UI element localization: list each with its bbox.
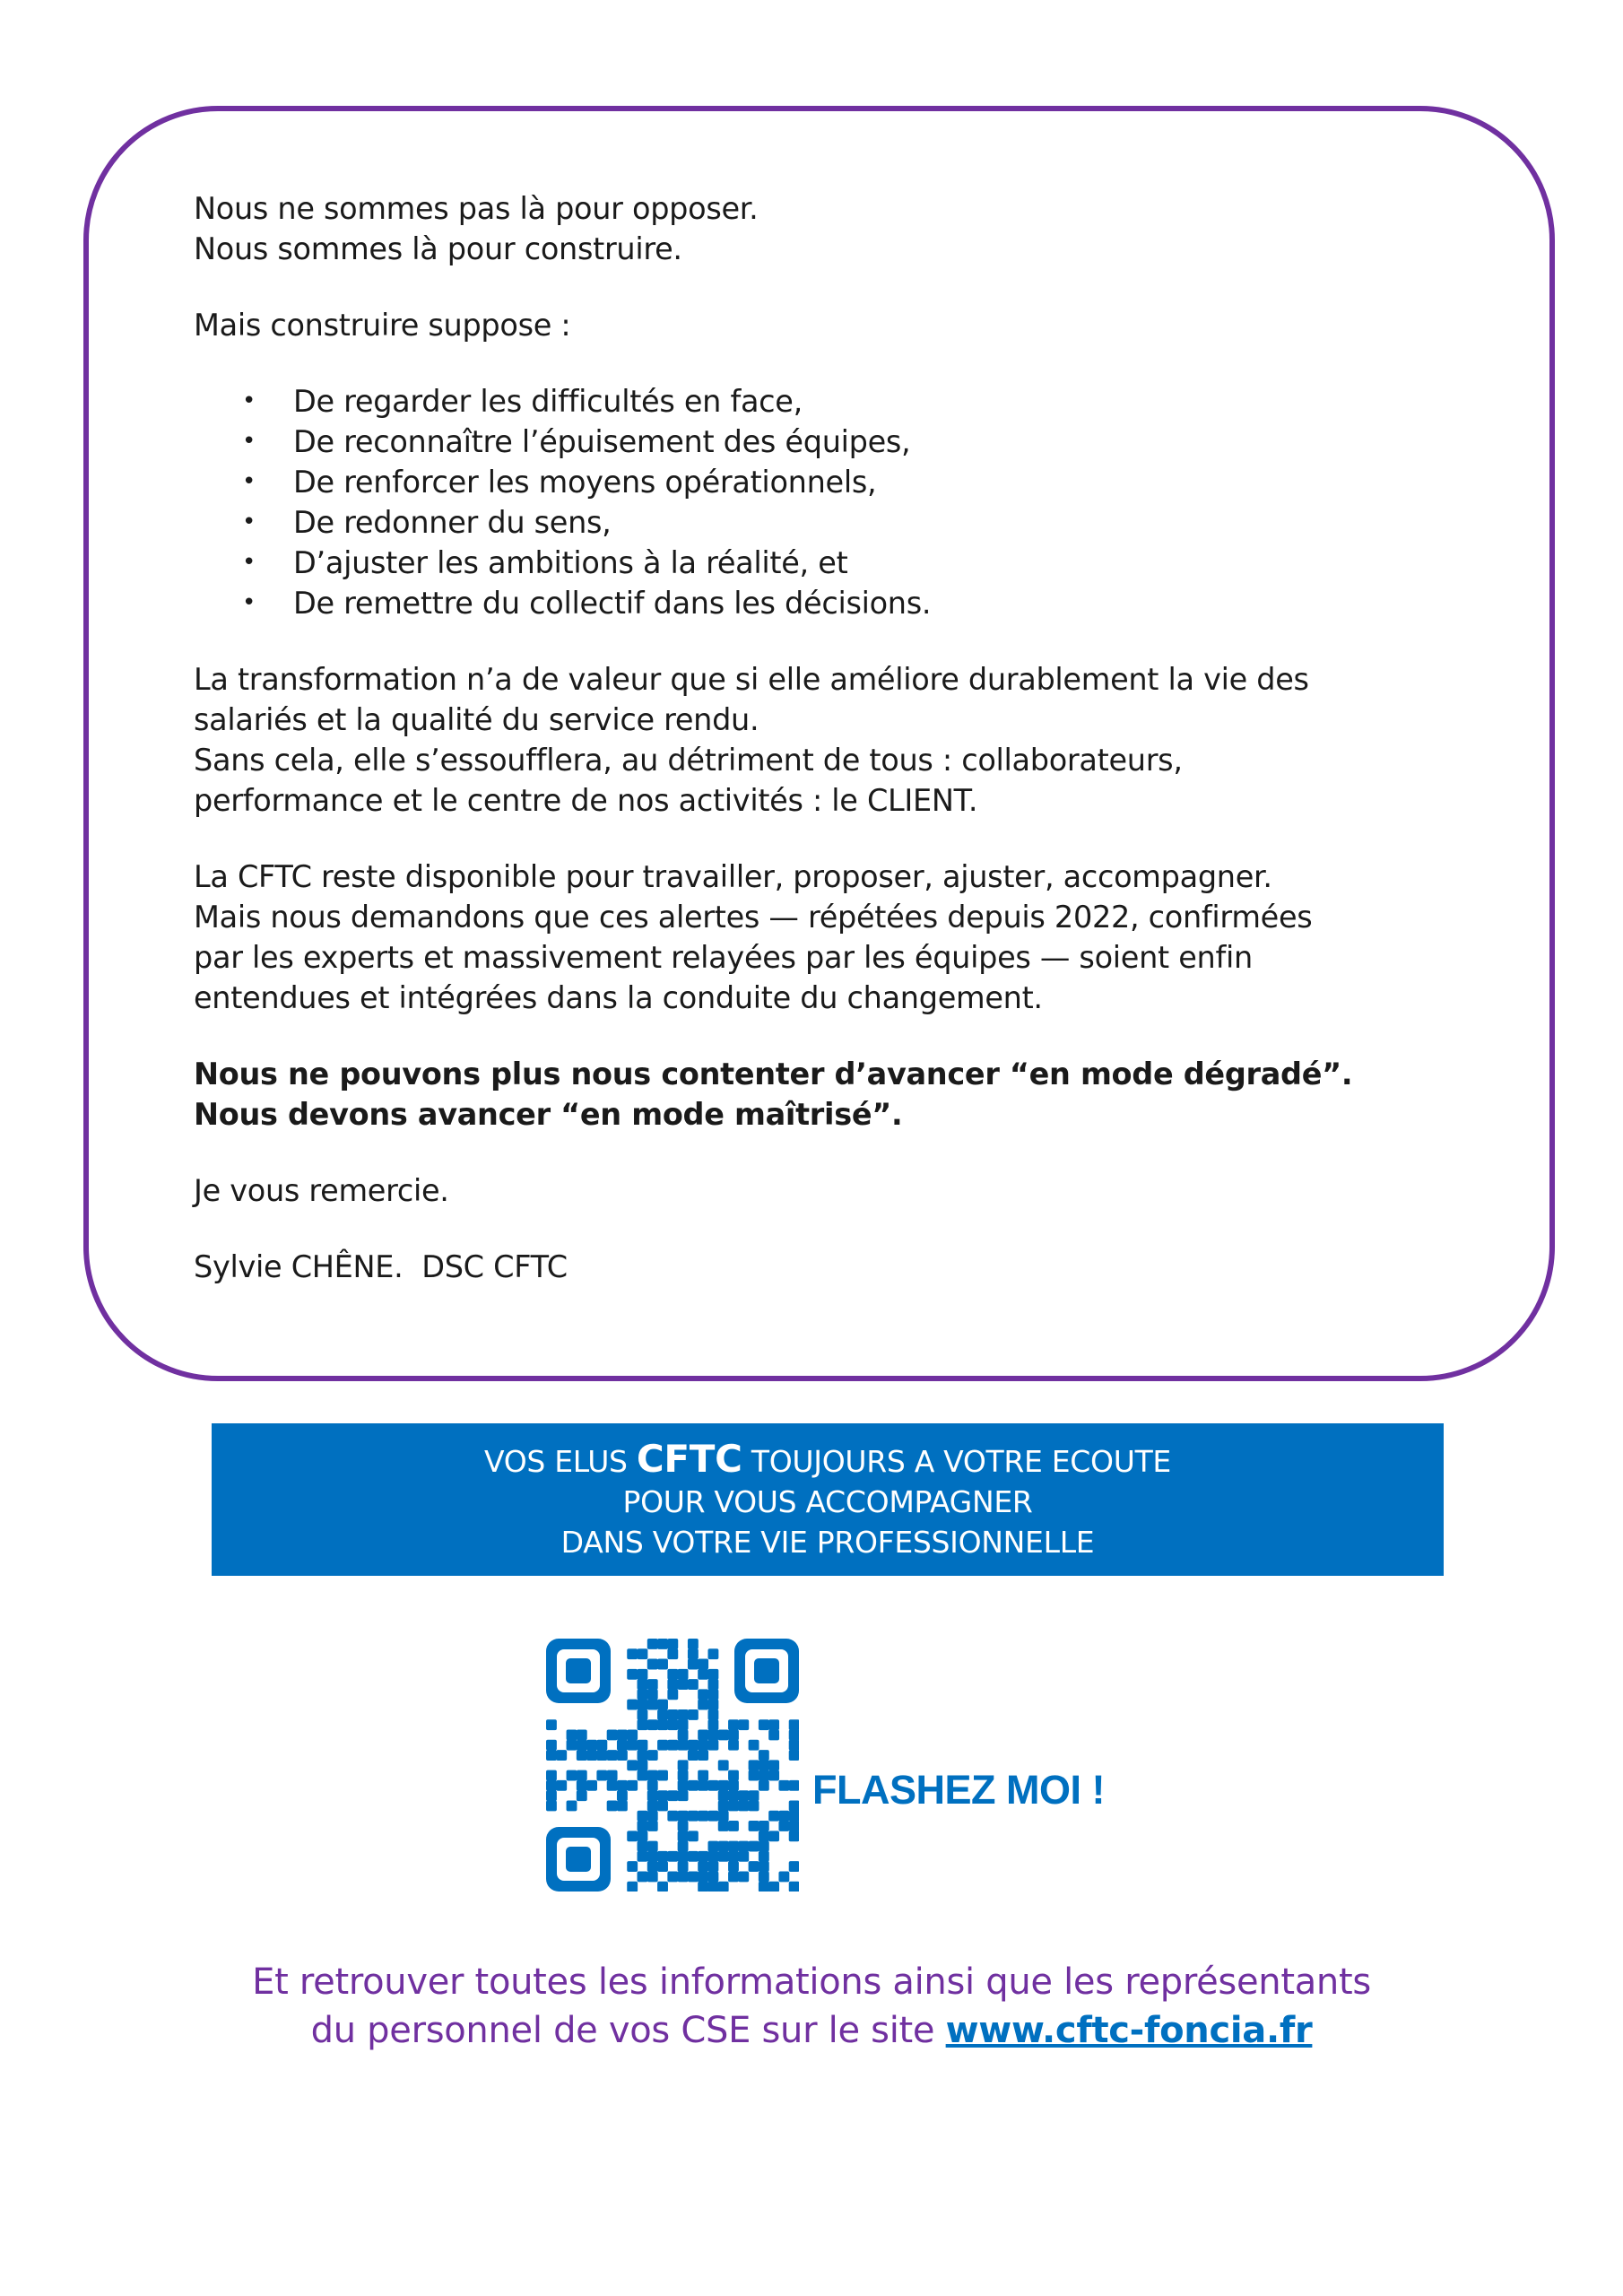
qr-module	[678, 1790, 689, 1801]
qr-module	[678, 1831, 689, 1841]
qr-module	[617, 1750, 628, 1761]
qr-module	[718, 1841, 729, 1852]
qr-module	[546, 1790, 557, 1801]
qr-module	[577, 1770, 587, 1781]
qr-module	[698, 1871, 708, 1882]
qr-module	[759, 1882, 769, 1892]
qr-module	[647, 1871, 658, 1882]
qr-module	[718, 1780, 729, 1791]
qr-module	[768, 1730, 779, 1741]
qr-module	[707, 1861, 718, 1872]
banner-line-1	[212, 1439, 1444, 1482]
qr-module	[596, 1750, 607, 1761]
qr-module	[718, 1882, 729, 1892]
qr-module	[638, 1648, 648, 1659]
bullet-list	[194, 381, 1467, 623]
qr-module	[607, 1780, 618, 1791]
qr-module	[688, 1750, 699, 1761]
banner-line-3: DANS VOTRE VIE PROFESSIONNELLE	[560, 1525, 1095, 1560]
bullet-item: • D’ajuster les ambitions à la réalité, et	[194, 543, 1467, 583]
qr-module	[698, 1730, 708, 1741]
qr-module	[667, 1639, 678, 1649]
qr-module	[556, 1750, 567, 1761]
qr-module	[738, 1800, 749, 1811]
qr-module	[617, 1730, 628, 1741]
qr-module	[647, 1770, 658, 1781]
qr-module	[728, 1800, 739, 1811]
qr-module	[789, 1750, 799, 1761]
qr-module	[707, 1700, 718, 1710]
qr-module	[577, 1750, 587, 1761]
qr-module	[778, 1821, 789, 1831]
qr-module	[698, 1689, 708, 1700]
footer-line-1: Et retrouver toutes les informations ainsi que les représentants	[252, 1961, 1371, 2003]
qr-module	[567, 1730, 577, 1741]
qr-module	[546, 1740, 557, 1751]
qr-module	[657, 1851, 668, 1862]
qr-module	[638, 1770, 648, 1781]
qr-module	[759, 1770, 769, 1781]
qr-module	[688, 1740, 699, 1751]
qr-module	[728, 1790, 739, 1801]
qr-code-icon[interactable]	[546, 1639, 799, 1892]
qr-module	[667, 1851, 678, 1862]
bullet-item: • De reconnaître l’épuisement des équipes,	[194, 422, 1467, 462]
qr-module	[707, 1740, 718, 1751]
qr-module	[627, 1861, 638, 1872]
qr-module	[707, 1689, 718, 1700]
qr-module	[707, 1882, 718, 1892]
qr-module	[667, 1709, 678, 1720]
letter-line: La transformation n’a de valeur que si elle améliore durablement la vie des	[194, 662, 1309, 697]
qr-module	[678, 1730, 689, 1741]
qr-module	[789, 1780, 799, 1791]
qr-module	[707, 1780, 718, 1791]
qr-module	[707, 1679, 718, 1690]
signature: Sylvie CHÊNE. DSC CFTC	[194, 1249, 568, 1284]
banner-line-2: POUR VOUS ACCOMPAGNER	[622, 1484, 1033, 1519]
qr-module	[688, 1648, 699, 1659]
banner-text: TOUJOURS A VOTRE ECOUTE	[742, 1444, 1171, 1479]
qr-module	[617, 1790, 628, 1801]
qr-module	[607, 1770, 618, 1781]
qr-module	[759, 1831, 769, 1841]
qr-module	[789, 1811, 799, 1822]
qr-module	[707, 1648, 718, 1659]
qr-module	[678, 1740, 689, 1751]
qr-module	[688, 1679, 699, 1690]
qr-module	[638, 1740, 648, 1751]
emphasis-line: Nous devons avancer “en mode maîtrisé”.	[194, 1097, 903, 1132]
qr-module	[738, 1790, 749, 1801]
qr-module	[627, 1648, 638, 1659]
qr-module	[638, 1669, 648, 1680]
qr-module	[678, 1679, 689, 1690]
qr-module	[667, 1811, 678, 1822]
qr-module	[546, 1750, 557, 1761]
qr-module	[577, 1730, 587, 1741]
qr-module	[768, 1760, 779, 1770]
letter-line: par les experts et massivement relayées par les équipes — soient enfin	[194, 940, 1253, 975]
qr-module	[778, 1871, 789, 1882]
qr-module	[698, 1780, 708, 1791]
qr-module	[617, 1800, 628, 1811]
qr-module	[678, 1861, 689, 1872]
qr-module	[638, 1750, 648, 1761]
qr-module	[728, 1719, 739, 1730]
qr-module	[768, 1831, 779, 1841]
qr-module	[638, 1831, 648, 1841]
qr-module	[759, 1851, 769, 1862]
qr-module	[627, 1740, 638, 1751]
qr-module	[678, 1871, 689, 1882]
qr-module	[667, 1679, 678, 1690]
qr-module	[789, 1821, 799, 1831]
qr-module	[638, 1811, 648, 1822]
qr-module	[638, 1871, 648, 1882]
qr-module	[657, 1709, 668, 1720]
qr-module	[728, 1821, 739, 1831]
qr-module	[707, 1730, 718, 1741]
qr-module	[778, 1780, 789, 1791]
qr-module	[678, 1851, 689, 1862]
qr-module	[638, 1709, 648, 1720]
qr-module	[789, 1882, 799, 1892]
qr-module	[617, 1740, 628, 1751]
qr-module	[698, 1882, 708, 1892]
qr-module	[607, 1800, 618, 1811]
qr-module	[638, 1700, 648, 1710]
qr-module	[728, 1770, 739, 1781]
qr-module	[627, 1669, 638, 1680]
qr-module	[749, 1770, 759, 1781]
qr-module	[749, 1790, 759, 1801]
qr-module	[556, 1780, 567, 1791]
qr-module	[738, 1841, 749, 1852]
qr-module	[728, 1841, 739, 1852]
cftc-banner	[212, 1423, 1444, 1576]
letter-line: Mais nous demandons que ces alertes — répétées depuis 2022, confirmées	[194, 900, 1313, 935]
qr-module	[667, 1689, 678, 1700]
qr-module	[647, 1679, 658, 1690]
letter-line: La CFTC reste disponible pour travailler, proposer, ajuster, accompagner.	[194, 859, 1272, 894]
qr-module	[698, 1740, 708, 1751]
qr-module	[647, 1750, 658, 1761]
qr-module	[577, 1790, 587, 1801]
footer-line-2	[0, 2006, 1623, 2055]
qr-module	[738, 1871, 749, 1882]
qr-module	[678, 1669, 689, 1680]
qr-module	[688, 1811, 699, 1822]
qr-module	[759, 1821, 769, 1831]
qr-module	[647, 1700, 658, 1710]
website-link[interactable]: www.cftc-foncia.fr	[945, 2010, 1313, 2051]
qr-module	[678, 1821, 689, 1831]
footer-text: du personnel de vos CSE sur le site	[310, 2010, 946, 2051]
qr-module	[707, 1669, 718, 1680]
qr-module	[546, 1719, 557, 1730]
qr-module	[759, 1871, 769, 1882]
qr-module	[647, 1811, 658, 1822]
qr-module	[678, 1780, 689, 1791]
qr-module	[657, 1882, 668, 1892]
qr-module	[688, 1871, 699, 1882]
bullet-item: • De redonner du sens,	[194, 502, 1467, 543]
qr-module	[728, 1730, 739, 1741]
qr-module	[789, 1719, 799, 1730]
qr-module	[657, 1861, 668, 1872]
qr-module	[586, 1740, 597, 1751]
qr-module	[728, 1871, 739, 1882]
qr-module	[607, 1750, 618, 1761]
qr-module	[749, 1760, 759, 1770]
qr-module	[749, 1821, 759, 1831]
qr-module	[546, 1780, 557, 1791]
qr-module	[638, 1821, 648, 1831]
qr-module	[728, 1851, 739, 1862]
qr-module	[718, 1821, 729, 1831]
qr-module	[627, 1730, 638, 1741]
qr-module	[698, 1700, 708, 1710]
qr-module	[657, 1700, 668, 1710]
qr-module	[718, 1730, 729, 1741]
qr-module	[749, 1841, 759, 1852]
letter-line: Sans cela, elle s’essoufflera, au détriment de tous : collaborateurs,	[194, 743, 1183, 778]
qr-module	[718, 1760, 729, 1770]
qr-module	[698, 1811, 708, 1822]
qr-module	[698, 1851, 708, 1862]
qr-module	[638, 1760, 648, 1770]
qr-module	[647, 1800, 658, 1811]
qr-module	[789, 1740, 799, 1751]
qr-module	[698, 1750, 708, 1761]
qr-module	[667, 1719, 678, 1730]
qr-module	[546, 1770, 557, 1781]
bullet-item: • De remettre du collectif dans les décisions.	[194, 583, 1467, 623]
qr-module	[567, 1770, 577, 1781]
qr-module	[738, 1719, 749, 1730]
qr-module	[647, 1821, 658, 1831]
letter-line: salariés et la qualité du service rendu.	[194, 702, 759, 737]
qr-module	[768, 1719, 779, 1730]
qr-module	[627, 1760, 638, 1770]
qr-module	[688, 1659, 699, 1670]
qr-module	[728, 1780, 739, 1791]
thanks-line: Je vous remercie.	[194, 1173, 449, 1208]
qr-module	[667, 1669, 678, 1680]
qr-module	[707, 1871, 718, 1882]
qr-module	[688, 1780, 699, 1791]
qr-module	[707, 1719, 718, 1730]
qr-module	[678, 1841, 689, 1852]
qr-module	[617, 1780, 628, 1791]
qr-module	[759, 1780, 769, 1791]
qr-module	[759, 1719, 769, 1730]
letter-body	[194, 188, 1467, 1287]
qr-module	[718, 1800, 729, 1811]
qr-module	[647, 1639, 658, 1649]
qr-module	[667, 1648, 678, 1659]
qr-module	[688, 1831, 699, 1841]
bullet-item: • De regarder les difficultés en face,	[194, 381, 1467, 422]
qr-module	[667, 1871, 678, 1882]
qr-module	[768, 1770, 779, 1781]
qr-module	[647, 1719, 658, 1730]
qr-module	[728, 1861, 739, 1872]
qr-module	[657, 1770, 668, 1781]
qr-module	[567, 1800, 577, 1811]
qr-module	[768, 1811, 779, 1822]
qr-module	[718, 1790, 729, 1801]
footer	[0, 1958, 1623, 2055]
qr-module	[698, 1669, 708, 1680]
qr-module	[647, 1841, 658, 1852]
qr-module	[778, 1811, 789, 1822]
emphasis-line: Nous ne pouvons plus nous contenter d’avancer “en mode dégradé”.	[194, 1057, 1353, 1091]
qr-module	[698, 1770, 708, 1781]
flash-label: FLASHEZ MOI !	[812, 1767, 1105, 1813]
qr-module	[627, 1780, 638, 1791]
qr-module	[789, 1800, 799, 1811]
qr-module	[647, 1659, 658, 1670]
qr-module	[707, 1709, 718, 1720]
qr-module	[586, 1780, 597, 1791]
qr-module	[718, 1811, 729, 1822]
qr-module	[707, 1851, 718, 1862]
qr-module	[627, 1882, 638, 1892]
qr-module	[749, 1861, 759, 1872]
qr-module	[678, 1760, 689, 1770]
letter-line: performance et le centre de nos activités : le CLIENT.	[194, 783, 978, 818]
banner-text: VOS ELUS	[484, 1444, 637, 1479]
letter-line: Nous sommes là pour construire.	[194, 231, 682, 266]
qr-module	[678, 1811, 689, 1822]
qr-module	[667, 1790, 678, 1801]
qr-module	[657, 1719, 668, 1730]
qr-module	[657, 1740, 668, 1751]
qr-module	[688, 1709, 699, 1720]
qr-module	[546, 1800, 557, 1811]
qr-module	[759, 1750, 769, 1761]
qr-module	[627, 1700, 638, 1710]
qr-module	[749, 1740, 759, 1751]
qr-module	[718, 1851, 729, 1862]
qr-module	[638, 1851, 648, 1862]
qr-module	[647, 1780, 658, 1791]
qr-module	[647, 1790, 658, 1801]
qr-module	[577, 1780, 587, 1791]
qr-module	[789, 1861, 799, 1872]
qr-module	[657, 1659, 668, 1670]
qr-module	[707, 1811, 718, 1822]
qr-module	[657, 1790, 668, 1801]
qr-module	[759, 1861, 769, 1872]
qr-module	[678, 1719, 689, 1730]
qr-module	[759, 1760, 769, 1770]
qr-module	[789, 1831, 799, 1841]
letter-line: Nous ne sommes pas là pour opposer.	[194, 191, 759, 226]
qr-module	[647, 1689, 658, 1700]
qr-module	[789, 1730, 799, 1741]
qr-module	[657, 1639, 668, 1649]
qr-module	[707, 1841, 718, 1852]
qr-module	[678, 1709, 689, 1720]
qr-module	[638, 1719, 648, 1730]
qr-module	[577, 1740, 587, 1751]
qr-module	[647, 1861, 658, 1872]
qr-module	[647, 1851, 658, 1862]
qr-module	[698, 1659, 708, 1670]
bullet-item: • De renforcer les moyens opérationnels,	[194, 462, 1467, 502]
qr-module	[667, 1740, 678, 1751]
qr-module	[738, 1851, 749, 1862]
banner-brand: CFTC	[636, 1437, 742, 1481]
qr-module	[638, 1689, 648, 1700]
qr-module	[567, 1740, 577, 1751]
qr-module	[768, 1882, 779, 1892]
qr-module	[596, 1740, 607, 1751]
letter-intro: Mais construire suppose :	[194, 308, 571, 343]
qr-module	[759, 1841, 769, 1852]
qr-module	[657, 1800, 668, 1811]
qr-module	[698, 1861, 708, 1872]
qr-module	[607, 1730, 618, 1741]
qr-module	[596, 1770, 607, 1781]
letter-line: entendues et intégrées dans la conduite du changement.	[194, 980, 1043, 1015]
qr-module	[688, 1851, 699, 1862]
qr-module	[638, 1841, 648, 1852]
qr-module	[678, 1770, 689, 1781]
qr-module	[749, 1800, 759, 1811]
qr-module	[627, 1831, 638, 1841]
qr-module	[586, 1750, 597, 1761]
qr-module	[728, 1740, 739, 1751]
qr-module	[688, 1639, 699, 1649]
qr-module	[638, 1679, 648, 1690]
